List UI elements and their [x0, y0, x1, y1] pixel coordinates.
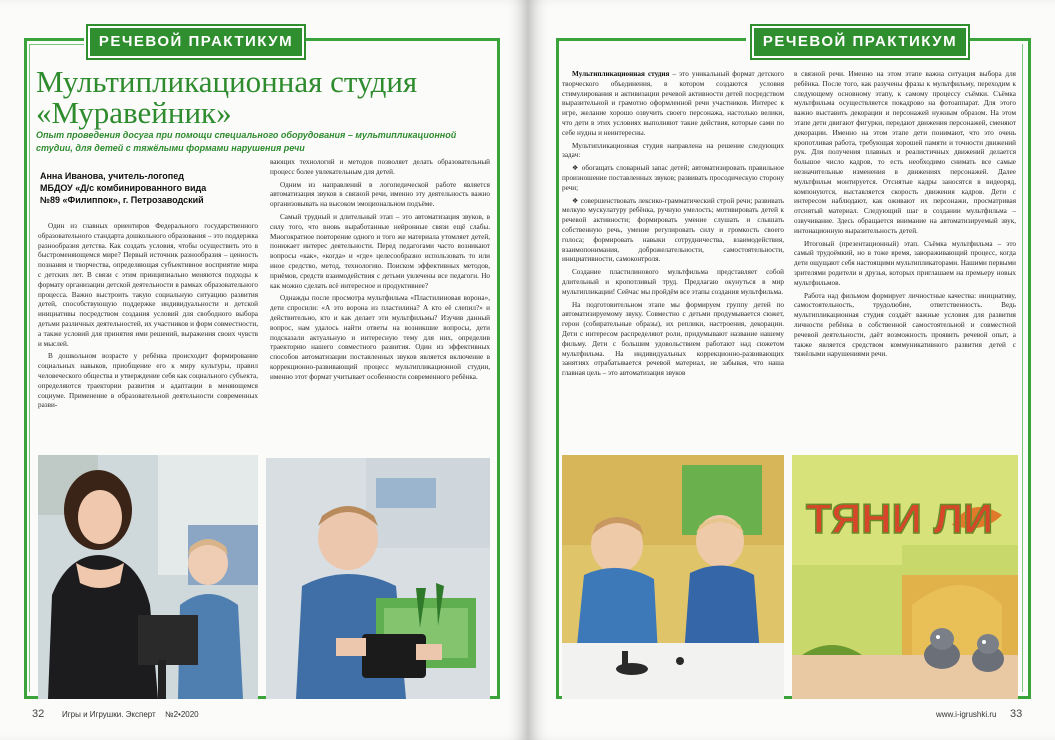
left-column-2 — [270, 158, 490, 448]
paragraph: Однажды после просмотра мультфильма «Пластилиновая ворона», дети спросили: «А это ворона из пластилина? А кто её слепил?» и действительно, кто и как делает эти мультфильмы? Изучив данный вопрос, нам удалось найти ответы на возникшие вопросы, дети подсказали актуальную и интересную тему для них, определив траекторию нашего совместного развития. Один из эффективных способов автоматизации поставленных звуков является включение в коррекционно-развивающий процесс мультипликационной студии, именно этот формат учитывает особенности современного ребёнка. — [270, 294, 490, 381]
section-rubric: РЕЧЕВОЙ ПРАКТИКУМ — [88, 26, 304, 58]
issue-number: №2•2020 — [165, 710, 199, 719]
photo-teacher-with-child — [38, 455, 258, 699]
author-org-city: №89 «Филиппок», г. Петрозаводский — [40, 195, 204, 205]
paragraph: Создание пластилинового мультфильма представляет собой длительный и кропотливый труд. Предлагаю окунуться в мир мультипликации! Сейчас мы пройдём все этапы создания мультфильма. — [562, 268, 784, 296]
photo-child-filming — [266, 458, 490, 699]
paragraph: Работа над фильмом формирует личностные качества: инициативу, самостоятельность, трудолюбие, ответственность. Ведь мультипликационная студия создаёт важные условия для развития личности ребёнка в собственной самостоятельной и совместной речевой деятельности, даёт возможность проявить речевой опыт, а также является средством коммуникативного развития детей с тяжёлыми нарушениями речи. — [794, 291, 1016, 359]
photo-children-modeling — [562, 455, 784, 699]
right-column-1 — [562, 70, 784, 448]
frame-right-rule — [1028, 38, 1031, 698]
paragraph: Один из главных ориентиров Федерального государственного образовательного стандарта дошкольного образования – это поддержка разнообразия детства. Как создать условия, чтобы осуществить это в быстроменяющемся мире? Первый источник разнообразия – ценность познания и творчества, определяющая субъективное восприятие мира с детских лет. В связи с этим принципиально меняются подходы к формату организации детской деятельности в рамках образовательного процесса. Важно выстроить такую социальную ситуацию развития детей, способствующую поддержке индивидуальности и детской инициативы посредством создания условий для свободного выбора детьми различных деятельностей, их участников и форм совместности, а также условий для принятия ими решений, выражения своих чувств и мыслей. — [38, 222, 258, 348]
article-title-line2: «Муравейник» — [36, 95, 232, 130]
frame-top-right-rule — [968, 38, 1028, 41]
left-column-1 — [38, 222, 258, 447]
right-column-2 — [794, 70, 1016, 448]
author-name: Анна Иванова, учитель-логопед — [40, 171, 184, 181]
paragraph: Мультипликационная студия направлена на решение следующих задач: — [562, 141, 784, 160]
frame-inner-right-rule — [1022, 44, 1023, 692]
frame-top-left-rule — [24, 38, 84, 41]
paragraph: В дошкольном возрасте у ребёнка происходит формирование социальных навыков, приобщение его к миру культуры, правил человеческого общества и утверждение себя как социального субъекта, определяются траектории развития и адаптации в меняющемся социуме. Применение в образовательной деятельности современных разви- — [38, 352, 258, 410]
left-page-number: 32 — [32, 708, 45, 720]
lead-term: Мультипликационная студия — [572, 70, 670, 78]
paragraph: Итоговый (презентационный) этап. Съёмка мультфильма – это самый трудоёмкий, но в тоже время, завораживающий процесс, когда дети ощущают себя настоящими мультипликаторами. Нашими первыми зрителями родители и друзья, которых приглашаем на премьеру новых мультфильмов. — [794, 239, 1016, 287]
photo-plasticine-scene — [792, 455, 1018, 699]
author-org: МБДОУ «Д/с комбинированного вида — [40, 183, 207, 193]
paragraph-text: – это уникальный формат детского творческого объединения, в котором создаются условия стимулирования и активизации речевой активности детей посредством выразительной и грамотно оформленной речи участников. Интерес к игре, желание хорошо озвучить своего персонажа, настолько велики, что дети в этих условиях выполняют такие действия, которые сами по себе нудны и неинтересны. — [562, 70, 784, 137]
magazine-name: Игры и Игрушки. Эксперт — [62, 710, 156, 719]
bullet-item: ❖ обогащать словарный запас детей; автоматизировать правильное произношение поставленных звуков; развивать просодическую сторону речи; — [562, 164, 784, 192]
paragraph: Самый трудный и длительный этап – это автоматизация звуков, в силу того, что вновь выработанные нейронные связи ещё слабы. Многократное повторение одного и того же материала утомляет детей, понижает интерес деятельности. Перед педагогами часто возникают вопросы «как», «когда» и «где» целесообразно использовать то или иное средство, метод, технологию. Поиском эффективных методов, приёмов, средств взаимодействия с детьми увлечены все педагоги. Но как можно сделать всё интересное и продуктивнее? — [270, 212, 490, 290]
article-subtitle: Опыт проведения досуга при помощи специального оборудования – мультипликационной студии, для детей с тяжёлыми формами нарушения речи — [36, 130, 457, 153]
frame-inner-left-rule — [29, 44, 30, 692]
section-rubric: РЕЧЕВОЙ ПРАКТИКУМ — [752, 26, 968, 58]
frame-inner-rule — [29, 44, 84, 45]
bullet-item: ❖ совершенствовать лексико-грамматический строй речи; развивать мелкую мускулатуру ребёнка, ручную умелость; мотивировать детей к речевой активности; формировать умение слушать и слышать собственную речь, умение регулировать силу и громкость своего голоса; формировать навыки сотрудничества, взаимодействия, взаимопонимания, доброжелательности, самостоятельности, инициативности, самоконтроля. — [562, 196, 784, 264]
article-title-line1: Мультипликационная студия — [36, 64, 418, 99]
author-block — [40, 170, 250, 206]
paragraph: вающих технологий и методов позволяет делать образовательный процесс более увлекательным для детей. — [270, 158, 490, 176]
frame-left-rule — [556, 38, 559, 698]
right-page-number: 33 — [1010, 708, 1023, 720]
scene-plasticine-letters: ТЯНИ ЛИ — [806, 495, 994, 542]
frame-top-right-rule — [304, 38, 500, 41]
website-url: www.i-igrushki.ru — [936, 710, 997, 719]
right-page — [528, 0, 1055, 740]
article-title — [36, 66, 476, 128]
paragraph: Одним из направлений в логопедической работе является автоматизация звуков в связной речи, именно эту деятельность важно организовывать на высоком эмоциональном подъёме. — [270, 180, 490, 209]
paragraph: в связной речи. Именно на этом этапе важна ситуация выбора для ребёнка. После того, как разучены фразы к мультфильму, переходим к следующему основному этапу, к самому процессу съёмки. Съёмка мультфильма осуществляется покадрово на фотоаппарат. Для этого важно выставить декорации и персонажей нужным образом. На этом этапе дети двигают фигурки, передают движения персонажей, сменяют декорации. Именно на этом этапе дети понимают, что это очень кропотливая работа, требующая хорошей памяти и точности движений рук. Для получения плавных и реалистичных движений делается большое число кадров, то есть необходимо снимать все самые незначительные изменения в движениях персонажей. Далее мультфильм монтируется. Отснятые кадры заносятся в видеоряд, компонуются, выставляется скорость движения кадров. Дети с интересом наблюдают, как оживают их персонажи, просматривая отснятый материал. Следующий шаг в создании мультфильма – озвучивание. Здесь обращается внимание на автоматизируемый звук, интонационную выразительность детей. — [794, 70, 1016, 235]
frame-left-rule — [24, 38, 27, 698]
paragraph — [562, 70, 784, 139]
frame-right-rule — [497, 38, 500, 698]
paragraph: На подготовительном этапе мы формируем группу детей по автоматизируемому звуку. Совместно с детьми продумывается сюжет, герои (собирательные образы), их реплики, настроения, декорации. Дети с интересом распределяют роли, придумывают название нашему фильму. Дети с большим удовольствием работают над сюжетом мультфильма. На индивидуальных коррекционно-развивающих занятиях отрабатывается речевой материал, не забывая, что наша главная цель – это автоматизация звуков — [562, 300, 784, 378]
frame-top-left-rule — [556, 38, 746, 41]
